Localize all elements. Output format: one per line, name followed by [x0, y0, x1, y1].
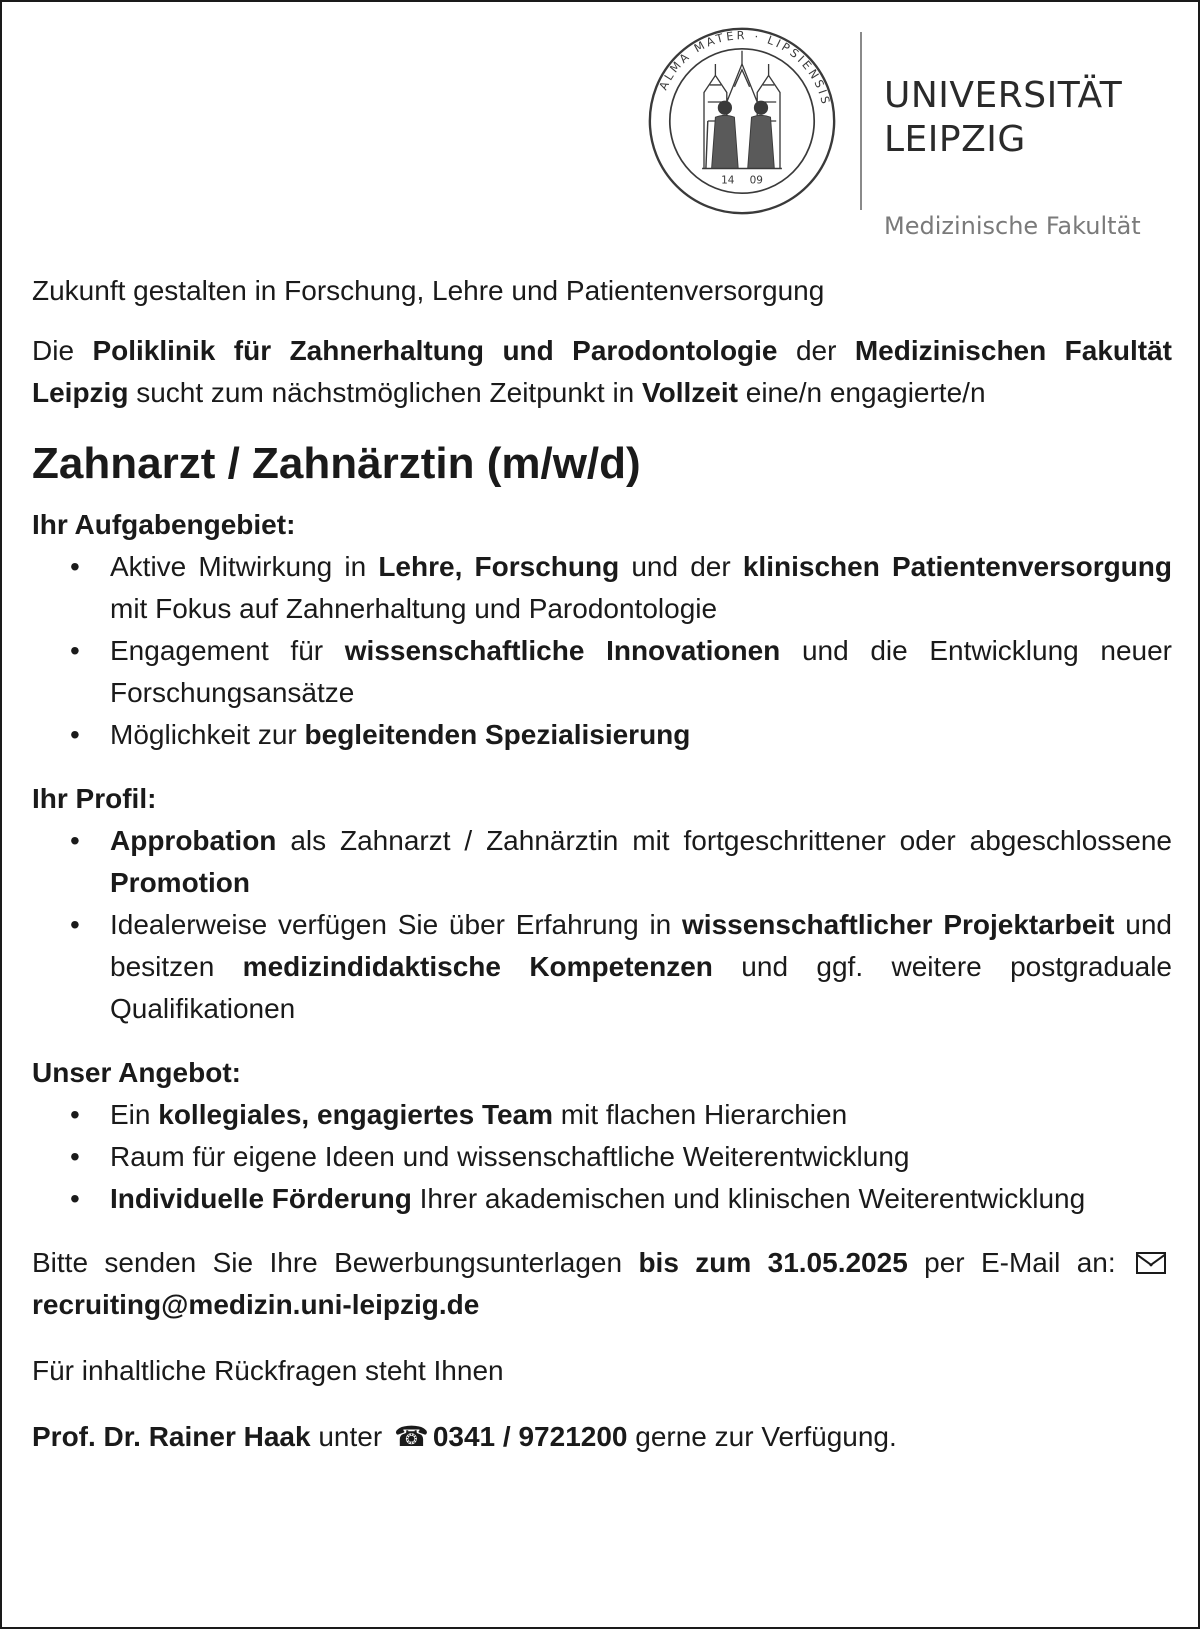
contact-line	[32, 1416, 1172, 1458]
item-text: Idealerweise verfügen Sie über Erfahrung in	[110, 909, 683, 940]
faculty-reference: Medizinischen Fakultät Leipzig	[32, 335, 1173, 408]
item-text: Ihrer akademischen und klinischen Weiterentwicklung	[411, 1183, 1086, 1214]
item-text: mit flachen Hierarchien	[553, 1099, 848, 1130]
intro-text: sucht zum nächstmöglichen Zeitpunkt in	[128, 377, 643, 408]
item-text: Raum für eigene Ideen und wissenschaftliche Weiterentwicklung	[110, 1141, 910, 1172]
item-text: Ein	[110, 1099, 159, 1130]
apply-text: Bitte senden Sie Ihre Bewerbungsunterlagen	[32, 1247, 639, 1278]
university-seal-logo	[647, 26, 837, 216]
svg-text:ALMA MATER · LIPSIENSIS	[656, 28, 833, 108]
item-text: und die Entwicklung neuer Forschungsansätze	[110, 635, 1172, 708]
item-text: und besitzen	[110, 909, 1172, 982]
item-text: Aktive Mitwirkung in	[110, 551, 379, 582]
profile-list	[32, 820, 1172, 1030]
list-item	[32, 1094, 1172, 1136]
employment-type: Vollzeit	[642, 377, 738, 408]
item-text: Engagement für	[110, 635, 345, 666]
offer-list	[32, 1094, 1172, 1220]
item-highlight: wissenschaftliche Innovationen	[344, 635, 781, 666]
list-item	[32, 714, 1172, 756]
faculty-name: Medizinische Fakultät	[884, 212, 1141, 240]
intro-text: Die	[32, 335, 93, 366]
application-instructions	[32, 1242, 1172, 1326]
wordmark-line-1: UNIVERSITÄT	[884, 75, 1123, 116]
contact-text: unter	[310, 1421, 390, 1452]
tasks-list	[32, 546, 1172, 756]
section-heading-offer: Unser Angebot:	[32, 1057, 241, 1088]
contact-name: Prof. Dr. Rainer Haak	[32, 1421, 311, 1452]
university-wordmark	[884, 74, 1122, 162]
envelope-icon	[1136, 1252, 1166, 1274]
application-deadline: bis zum 31.05.2025	[638, 1247, 908, 1278]
item-highlight: Approbation	[110, 825, 277, 856]
item-highlight: begleitenden Spezialisierung	[304, 719, 691, 750]
intro-text: der	[777, 335, 855, 366]
list-item	[32, 820, 1172, 904]
list-item	[32, 904, 1172, 1030]
phone-number[interactable]: 0341 / 9721200	[432, 1421, 628, 1452]
item-text: als Zahnarzt / Zahnärztin mit fortgeschrittener oder abgeschlossene	[276, 825, 1172, 856]
section-heading-profile: Ihr Profil:	[32, 783, 157, 814]
contact-intro: Für inhaltliche Rückfragen steht Ihnen	[32, 1355, 504, 1386]
item-text: Möglichkeit zur	[110, 719, 305, 750]
intro-paragraph	[32, 330, 1172, 414]
item-highlight: klinischen Patientenversorgung	[742, 551, 1173, 582]
list-item	[32, 630, 1172, 714]
item-highlight: wissenschaftlicher Projektarbeit	[682, 909, 1115, 940]
seal-year-right: 09	[749, 174, 763, 187]
wordmark-line-2: LEIPZIG	[884, 119, 1026, 160]
list-item	[32, 1136, 1172, 1178]
item-text: mit Fokus auf Zahnerhaltung und Parodontologie	[110, 593, 718, 624]
item-text: und der	[619, 551, 743, 582]
list-item	[32, 546, 1172, 630]
tagline: Zukunft gestalten in Forschung, Lehre und Patientenversorgung	[32, 275, 825, 306]
ad-content	[32, 270, 1172, 1458]
seal-year-left: 14	[721, 174, 735, 187]
email-link[interactable]: recruiting@medizin.uni-leipzig.de	[32, 1289, 480, 1320]
logo-divider	[860, 32, 862, 210]
list-item	[32, 1178, 1172, 1220]
clinic-name: Poliklinik für Zahnerhaltung und Parodontologie	[92, 335, 778, 366]
contact-text: gerne zur Verfügung.	[627, 1421, 897, 1452]
seal-ring-text: ALMA MATER · LIPSIENSIS	[655, 28, 834, 108]
apply-text: per E-Mail an:	[907, 1247, 1132, 1278]
item-highlight: kollegiales, engagiertes Team	[158, 1099, 554, 1130]
item-highlight: Lehre, Forschung	[378, 551, 620, 582]
section-heading-tasks: Ihr Aufgabengebiet:	[32, 509, 296, 540]
item-highlight: Promotion	[110, 867, 250, 898]
item-highlight: Individuelle Förderung	[110, 1183, 412, 1214]
header	[2, 2, 1198, 252]
item-highlight: medizindidaktische Kompetenzen	[242, 951, 713, 982]
intro-text: eine/n engagierte/n	[737, 377, 986, 408]
job-title: Zahnarzt / Zahnärztin (m/w/d)	[32, 439, 641, 488]
telephone-icon: ☎	[393, 1421, 429, 1452]
item-text: und ggf. weitere postgraduale Qualifikationen	[110, 951, 1173, 1024]
